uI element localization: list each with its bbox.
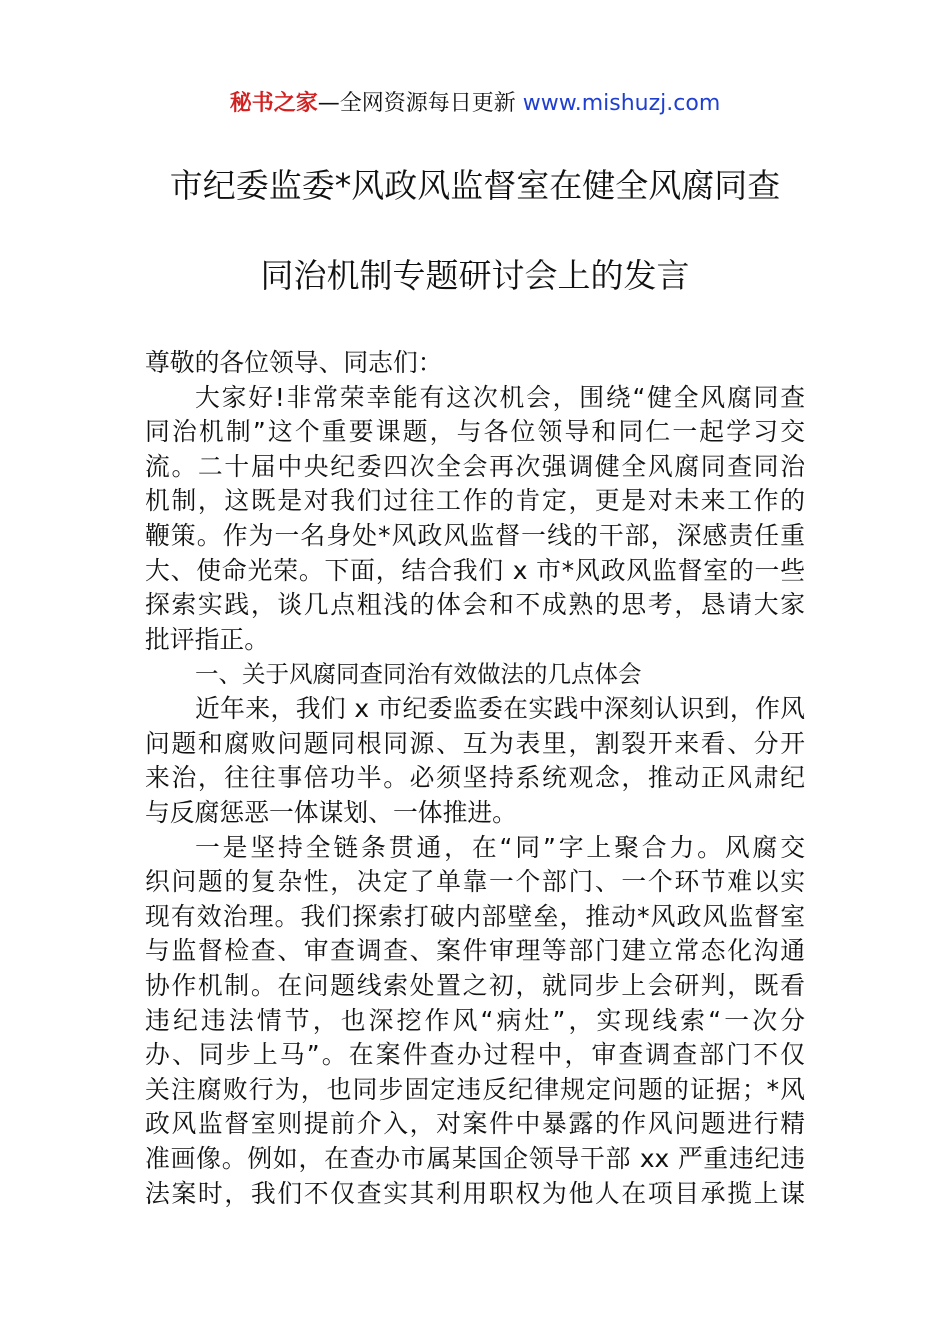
text-line: 流。二十届中央纪委四次全会再次强调健全风腐同查同治: [145, 451, 805, 481]
text-line: 问题和腐败问题同根同源、互为表里，割裂开来看、分开: [145, 728, 805, 758]
text-line: 大家好!非常荣幸能有这次机会，围绕“健全风腐同查: [195, 382, 805, 412]
text-line: 同治机制”这个重要课题，与各位领导和同仁一起学习交: [145, 417, 805, 447]
text-line: 大、使命光荣。下面，结合我们 x 市*风政风监督室的一些: [145, 555, 805, 585]
text-line: 现有效治理。我们探索打破内部壁垒，推动*风政风监督室: [145, 901, 805, 931]
text-line: 准画像。例如，在查办市属某国企领导干部 xx 严重违纪违: [145, 1144, 805, 1174]
text-line: 批评指正。: [145, 624, 269, 654]
site-brand: 秘书之家: [229, 91, 318, 116]
text-line: 织问题的复杂性，决定了单靠一个部门、一个环节难以实: [145, 867, 805, 897]
document-title-line-2: 同治机制专题研讨会上的发言: [260, 256, 690, 295]
text-line: 机制，这既是对我们过往工作的肯定，更是对未来工作的: [145, 486, 805, 516]
document-body: [145, 346, 805, 1211]
site-url-link[interactable]: www.mishuzj.com: [522, 91, 721, 116]
text-line: 协作机制。在问题线索处置之初，就同步上会研判，既看: [145, 970, 805, 1000]
site-header: [0, 86, 950, 122]
document-title-line-1: 市纪委监委*风政风监督室在健全风腐同查: [169, 166, 781, 205]
text-line: 违纪违法情节，也深挖作风“病灶”，实现线索“一次分: [145, 1005, 805, 1035]
site-tagline: —全网资源每日更新: [317, 91, 523, 116]
text-line: 政风监督室则提前介入，对案件中暴露的作风问题进行精: [145, 1109, 805, 1139]
text-line: 探索实践，谈几点粗浅的体会和不成熟的思考，恳请大家: [145, 590, 805, 620]
text-line: 近年来，我们 x 市纪委监委在实践中深刻认识到，作风: [195, 694, 805, 724]
text-line: 一是坚持全链条贯通，在“同”字上聚合力。风腐交: [195, 832, 805, 862]
text-line: 鞭策。作为一名身处*风政风监督一线的干部，深感责任重: [145, 521, 805, 551]
salutation: 尊敬的各位领导、同志们：: [145, 348, 443, 377]
text-line: 办、同步上马”。在案件查办过程中，审查调查部门不仅: [145, 1040, 805, 1070]
section-heading: 一、关于风腐同查同治有效做法的几点体会: [195, 660, 642, 689]
text-line: 关注腐败行为，也同步固定违反纪律规定问题的证据；*风: [145, 1074, 805, 1104]
text-line: 与反腐惩恶一体谋划、一体推进。: [145, 797, 517, 827]
text-line: 与监督检查、审查调查、案件审理等部门建立常态化沟通: [145, 936, 805, 966]
text-line: 来治，往往事倍功半。必须坚持系统观念，推动正风肃纪: [145, 763, 805, 793]
text-line: 法案时，我们不仅查实其利用职权为他人在项目承揽上谋: [145, 1178, 805, 1208]
